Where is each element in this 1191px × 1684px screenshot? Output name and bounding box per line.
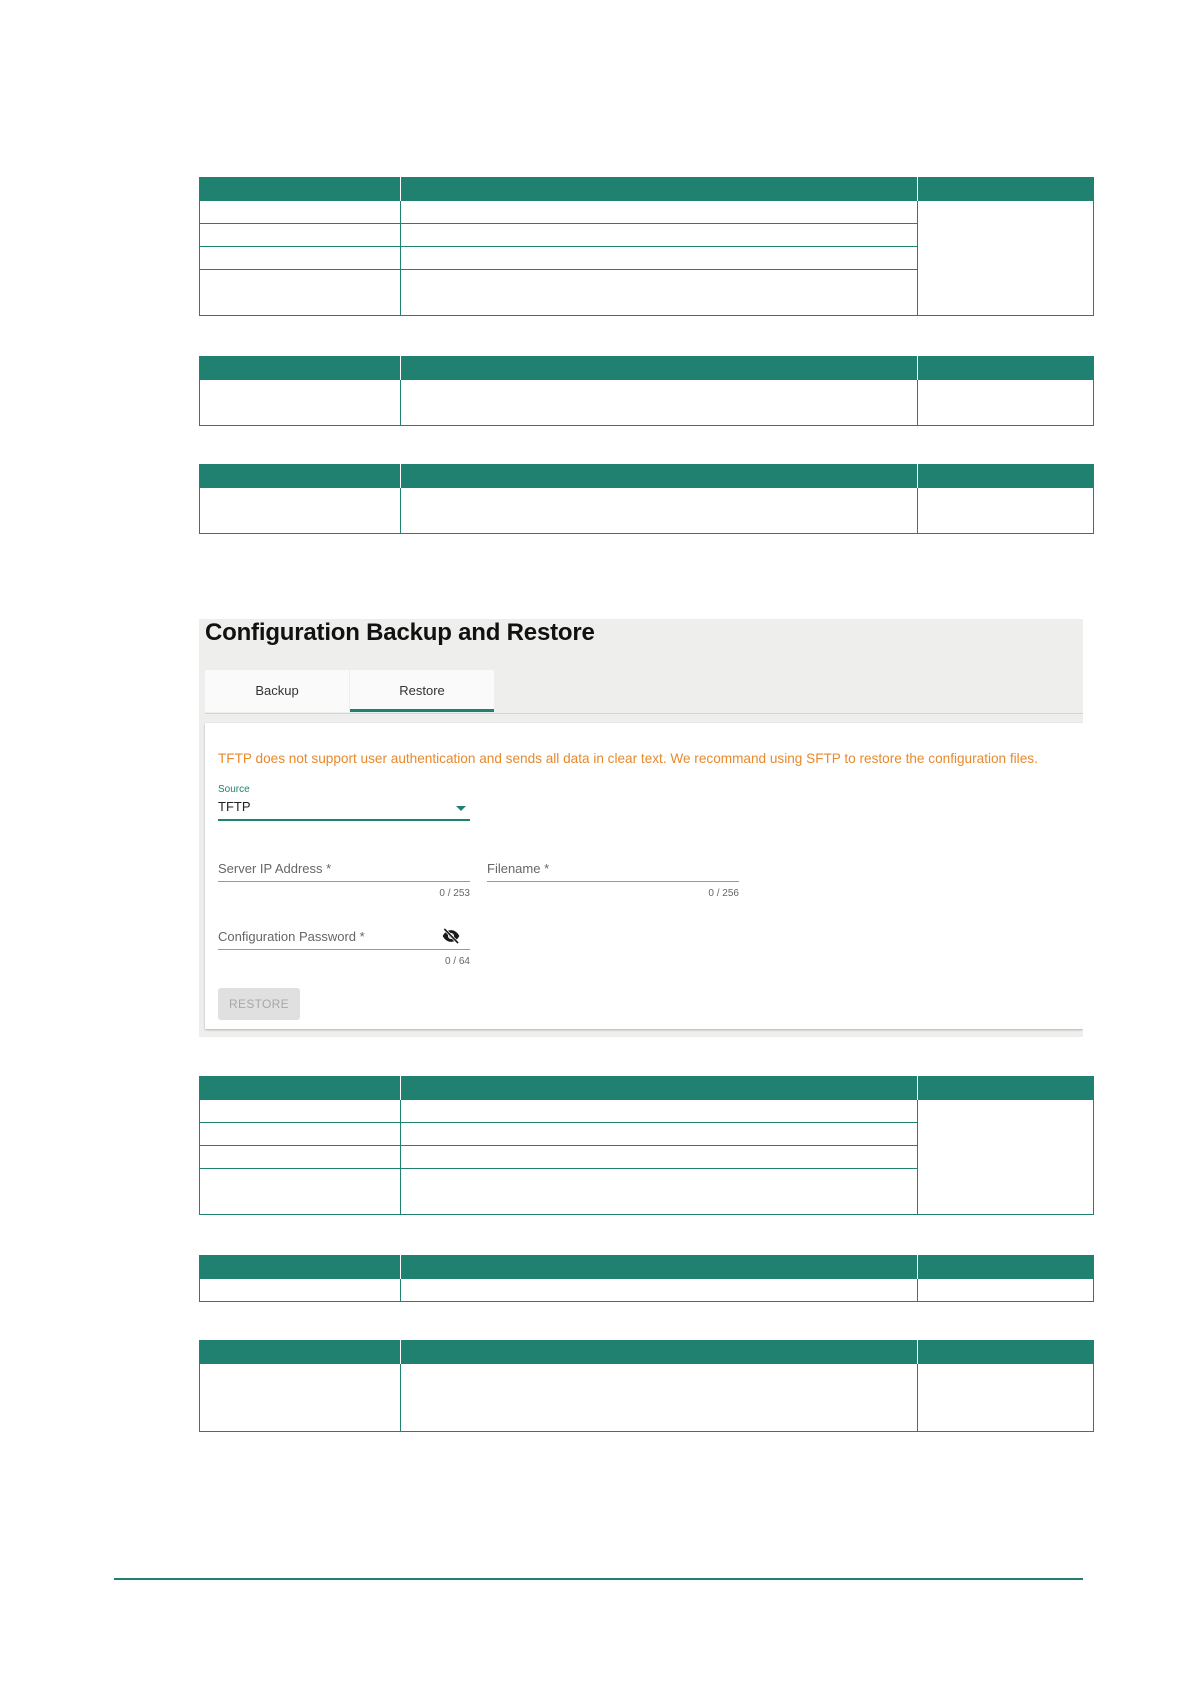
chevron-down-icon[interactable] (456, 806, 466, 811)
parameter-table-5 (199, 1255, 1094, 1302)
table-row (200, 1364, 1094, 1432)
server-ip-underline (218, 881, 470, 882)
source-label: Source (218, 784, 250, 795)
tab-divider (205, 713, 1083, 714)
parameter-table-3 (199, 464, 1094, 534)
table-row (200, 201, 1094, 224)
footer-divider (114, 1578, 1083, 1580)
parameter-table-1 (199, 177, 1094, 316)
table-header-row (200, 1076, 1094, 1100)
table-header-row (200, 356, 1094, 380)
config-password-underline (218, 949, 470, 950)
table-row (200, 488, 1094, 534)
table-row (200, 1279, 1094, 1302)
server-ip-counter: 0 / 253 (439, 888, 470, 899)
tftp-warning-text: TFTP does not support user authentication and sends all data in clear text. We recommand using SFTP to restore the configuration files. (218, 751, 1038, 766)
filename-underline (487, 881, 739, 882)
config-password-counter: 0 / 64 (444, 956, 470, 967)
table-header-row (200, 177, 1094, 201)
table-header-row (200, 1340, 1094, 1364)
tab-restore[interactable]: Restore (350, 670, 494, 712)
table-row (200, 1100, 1094, 1123)
page-title: Configuration Backup and Restore (205, 619, 595, 646)
restore-card (205, 723, 1083, 1029)
source-underline (218, 819, 470, 821)
filename-counter: 0 / 256 (708, 888, 739, 899)
tab-backup[interactable]: Backup (205, 670, 349, 712)
restore-button[interactable]: RESTORE (218, 988, 300, 1020)
table-header-row (200, 1255, 1094, 1279)
table-row (200, 380, 1094, 426)
config-password-input[interactable]: Configuration Password * (218, 929, 365, 944)
config-backup-restore-screenshot (199, 619, 1083, 1037)
server-ip-input[interactable]: Server IP Address * (218, 861, 332, 876)
parameter-table-4 (199, 1076, 1094, 1215)
eye-off-icon[interactable] (441, 926, 461, 946)
parameter-table-6 (199, 1340, 1094, 1432)
table-header-row (200, 464, 1094, 488)
filename-input[interactable]: Filename * (487, 861, 550, 876)
parameter-table-2 (199, 356, 1094, 426)
source-select[interactable]: TFTP (218, 799, 251, 814)
